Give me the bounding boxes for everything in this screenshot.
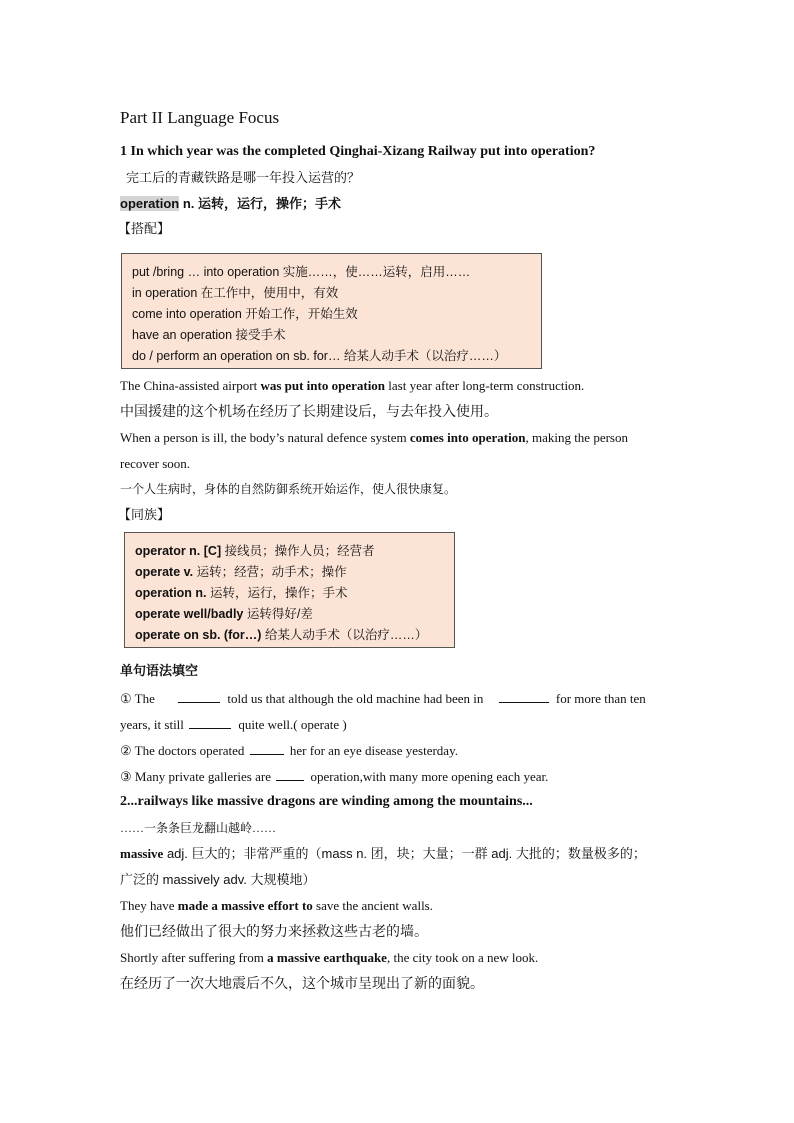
exercise-item-1-continued: years, it still quite well.( operate ) — [120, 717, 347, 732]
entry-word: massive — [120, 846, 164, 861]
section-title: Part II Language Focus — [120, 108, 280, 127]
collocation-item: have an operation 接受手术 — [132, 328, 286, 342]
exercise-item-2: ② The doctors operated her for an eye disease yesterday. — [120, 743, 458, 758]
word-family-item: operate v. 运转；经营；动手术；操作 — [135, 565, 347, 579]
exercise-item-1: ① The told us that although the old machine had been in for more than ten — [120, 691, 646, 706]
collocation-item: in operation 在工作中，使用中，有效 — [132, 286, 339, 300]
collocation-heading: 【搭配】 — [118, 221, 171, 236]
word-definition-continued: 广泛的 massively adv. 大规模地） — [120, 872, 316, 887]
highlighted-word: operation — [120, 196, 180, 211]
answer-blank[interactable] — [499, 690, 549, 703]
example-translation: 在经历了一次大地震后不久，这个城市呈现出了新的面貌。 — [120, 975, 484, 991]
example-translation: 他们已经做出了很大的努力来拯救这些古老的墙。 — [120, 923, 428, 939]
question-2-sentence: 2...railways like massive dragons are winding among the mountains... — [120, 794, 533, 809]
question-2-translation: ……一条条巨龙翻山越岭…… — [120, 821, 277, 835]
collocation-item: do / perform an operation on sb. for… 给某人动手术（以治疗……） — [132, 349, 507, 363]
word-entry-operation — [120, 196, 341, 212]
example-sentence: They have made a massive effort to save the ancient walls. — [120, 898, 433, 913]
example-translation: 中国援建的这个机场在经历了长期建设后，与去年投入使用。 — [120, 403, 498, 419]
word-family-item: operator n. [C] 接线员；操作人员；经营者 — [135, 544, 375, 558]
word-family-item: operate on sb. (for…) 给某人动手术（以治疗……） — [135, 628, 428, 642]
answer-blank[interactable] — [178, 690, 220, 703]
word-family-heading: 【同族】 — [118, 507, 171, 522]
example-sentence: The China-assisted airport was put into operation last year after long-term construction. — [120, 378, 585, 393]
answer-blank[interactable] — [276, 768, 304, 781]
word-definition: adj. 巨大的；非常严重的（mass n. 团，块；大量；一群 adj. 大批的；数量极多的； — [163, 846, 646, 861]
collocation-item: put /bring … into operation 实施……，使……运转，启用…… — [132, 265, 471, 279]
question-1-translation: 完工后的青藏铁路是哪一年投入运营的？ — [126, 170, 361, 185]
collocation-box — [121, 253, 542, 369]
example-translation: 一个人生病时，身体的自然防御系统开始运作，使人很快康复。 — [120, 482, 457, 496]
answer-blank[interactable] — [189, 716, 231, 729]
question-1-sentence: 1 In which year was the completed Qinghai-Xizang Railway put into operation? — [120, 144, 596, 159]
example-sentence: Shortly after suffering from a massive earthquake, the city took on a new look. — [120, 950, 539, 965]
exercise-heading: 单句语法填空 — [120, 663, 199, 678]
word-family-item: operation n. 运转，运行，操作；手术 — [135, 586, 348, 600]
word-family-box — [124, 532, 455, 648]
word-entry-massive — [120, 846, 646, 862]
example-sentence-continued: recover soon. — [120, 456, 191, 471]
word-family-item: operate well/badly 运转得好/差 — [135, 607, 313, 621]
word-definition: n. 运转，运行，操作；手术 — [179, 196, 342, 211]
answer-blank[interactable] — [250, 742, 284, 755]
exercise-item-3: ③ Many private galleries are operation,with many more opening each year. — [120, 769, 549, 784]
example-sentence: When a person is ill, the body’s natural defence system comes into operation, making the person — [120, 430, 628, 445]
collocation-item: come into operation 开始工作，开始生效 — [132, 307, 358, 321]
